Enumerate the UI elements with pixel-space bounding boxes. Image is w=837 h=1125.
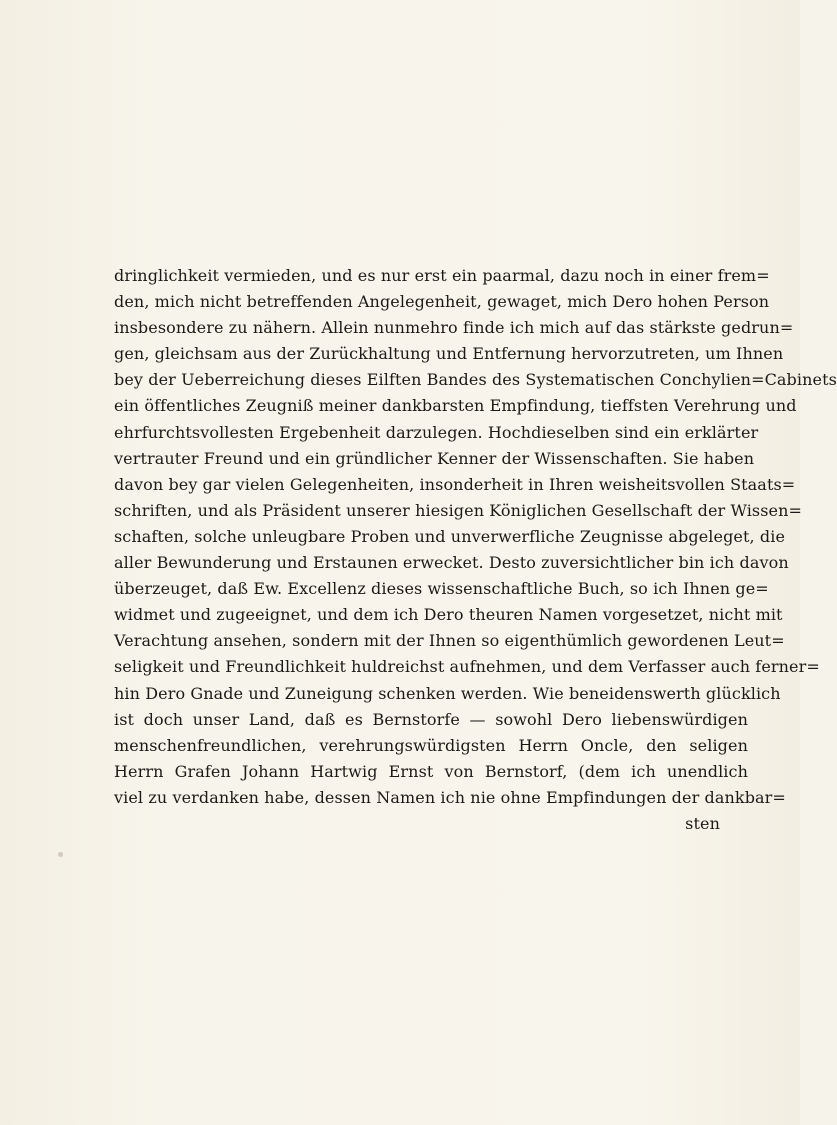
- body-text: [114, 263, 837, 837]
- text-line: vertrauter Freund und ein gründlicher Kenner der Wissenschaften. Sie haben: [114, 448, 755, 468]
- text-line: überzeuget, daß Ew. Excellenz dieses wissenschaftliche Buch, so ich Ihnen ge=: [114, 579, 769, 599]
- text-line: widmet und zugeeignet, und dem ich Dero theuren Namen vorgesetzet, nicht mit: [114, 605, 783, 625]
- text-line: Herrn Grafen Johann Hartwig Ernst von Bernstorf, (dem ich unendlich: [114, 761, 748, 781]
- text-line: bey der Ueberreichung dieses Eilften Bandes des Systematischen Conchylien=Cabinets: [114, 370, 837, 390]
- ink-speck: [58, 852, 63, 857]
- text-line: ein öffentliches Zeugniß meiner dankbarsten Empfindung, tieffsten Verehrung und: [114, 396, 797, 416]
- text-line: dringlichkeit vermieden, und es nur erst ein paarmal, dazu noch in einer frem=: [114, 266, 770, 285]
- text-line: hin Dero Gnade und Zuneigung schenken werden. Wie beneidenswerth glücklich: [114, 683, 781, 703]
- text-line: insbesondere zu nähern. Allein nunmehro finde ich mich auf das stärkste gedrun=: [114, 318, 794, 338]
- text-line: schriften, und als Präsident unserer hiesigen Königlichen Gesellschaft der Wissen=: [114, 500, 803, 520]
- text-line: ist doch unser Land, daß es Bernstorfe — sowohl Dero liebenswürdigen: [114, 709, 748, 729]
- text-line: den, mich nicht betreffenden Angelegenheit, gewaget, mich Dero hohen Person: [114, 292, 770, 312]
- catchword: sten: [685, 813, 720, 833]
- text-line: viel zu verdanken habe, dessen Namen ich nie ohne Empfindungen der dankbar=: [114, 787, 786, 807]
- text-line: schaften, solche unleugbare Proben und unverwerfliche Zeugnisse abgeleget, die: [114, 526, 786, 546]
- text-line: aller Bewunderung und Erstaunen erwecket. Desto zuversichtlicher bin ich davon: [114, 553, 789, 573]
- text-line: seligkeit und Freundlichkeit huldreichst aufnehmen, und dem Verfasser auch ferner=: [114, 657, 820, 677]
- text-line: ehrfurchtsvollesten Ergebenheit darzulegen. Hochdieselben sind ein erklärter: [114, 422, 759, 442]
- text-line: menschenfreundlichen, verehrungswürdigsten Herrn Oncle, den seligen: [114, 735, 748, 755]
- text-line: gen, gleichsam aus der Zurückhaltung und Entfernung hervorzutreten, um Ihnen: [114, 344, 784, 364]
- text-line: davon bey gar vielen Gelegenheiten, insonderheit in Ihren weisheitsvollen Staats=: [114, 474, 796, 494]
- text-line: Verachtung ansehen, sondern mit der Ihnen so eigenthümlich gewordenen Leut=: [114, 631, 785, 651]
